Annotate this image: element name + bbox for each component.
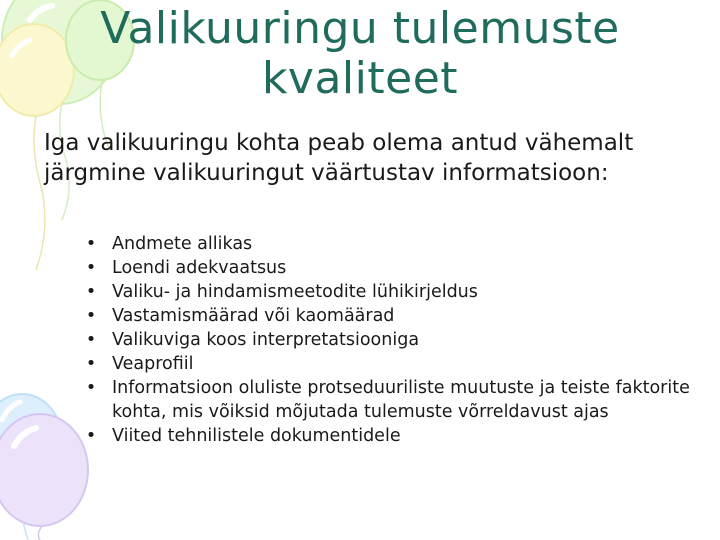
bullet-icon: • [85, 258, 97, 278]
intro-paragraph: Iga valikuuringu kohta peab olema antud vähemalt järgmine valikuuringut väärtustav informatsioon: [44, 130, 634, 186]
list-item [84, 232, 694, 256]
bullet-icon: • [85, 354, 97, 374]
list-item-text: Veaprofiil [112, 354, 194, 374]
bullet-icon: • [85, 426, 97, 446]
bullet-icon: • [85, 306, 97, 326]
list-item-text: Valikuviga koos interpretatsiooniga [112, 330, 420, 350]
page-title: Valikuuringu tulemuste kvaliteet [100, 3, 620, 104]
list-item [84, 352, 694, 376]
list-item [84, 328, 694, 352]
bullet-list [84, 232, 694, 448]
bullet-icon: • [85, 234, 97, 254]
list-item-text: Viited tehnilistele dokumentidele [112, 426, 401, 446]
bullet-icon: • [85, 378, 97, 398]
list-item [84, 304, 694, 328]
list-item [84, 256, 694, 280]
bullet-icon: • [85, 330, 97, 350]
list-item [84, 424, 694, 448]
list-item-text: Informatsioon oluliste protseduuriliste muutuste ja teiste faktorite kohta, mis võiksid mõjutada tulemuste võrreldavust ajas [112, 378, 690, 422]
list-item-text: Valiku- ja hindamismeetodite lühikirjeldus [112, 282, 478, 302]
list-item [84, 376, 694, 424]
balloon-icon [0, 414, 88, 540]
list-item-text: Vastamismäärad või kaomäärad [112, 306, 395, 326]
bullet-icon: • [85, 282, 97, 302]
list-item-text: Andmete allikas [112, 234, 253, 254]
list-item [84, 280, 694, 304]
list-item-text: Loendi adekvaatsus [112, 258, 287, 278]
